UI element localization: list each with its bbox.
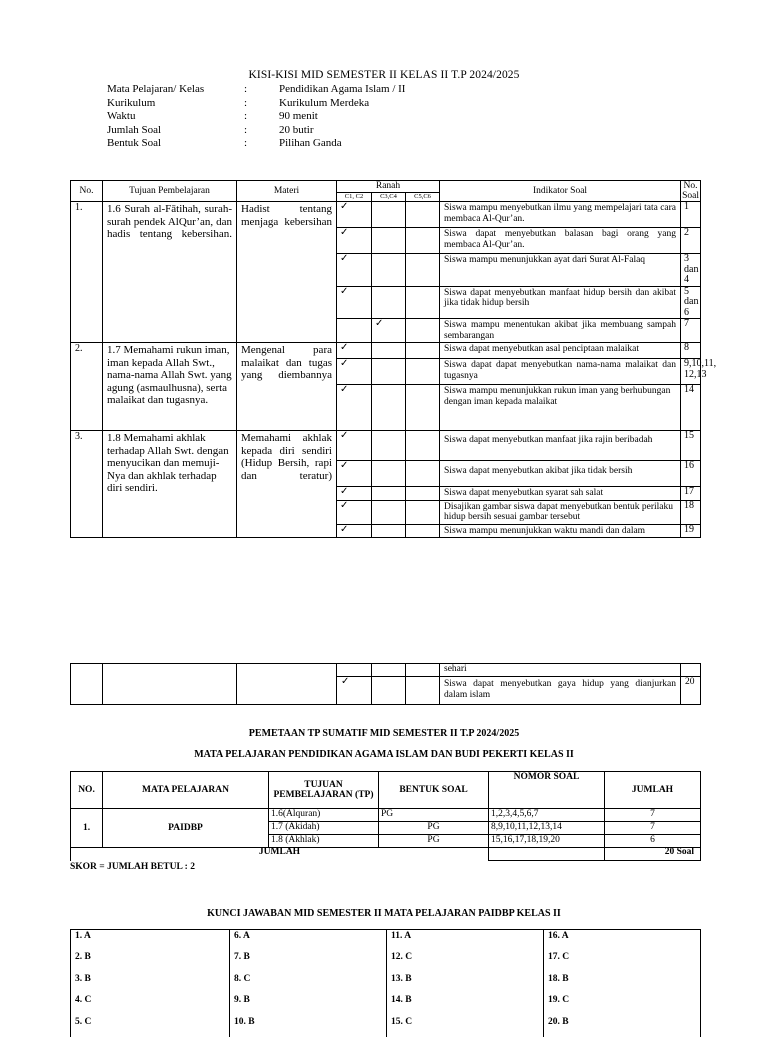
answer-cell: 15. C bbox=[387, 1016, 544, 1037]
no-soal-cell: 14 bbox=[681, 385, 701, 431]
indikator-cell: Siswa mampu menunjukkan waktu mandi dan dalam bbox=[440, 524, 681, 538]
meta-label: Bentuk Soal bbox=[107, 137, 161, 151]
bentuk-cell: PG bbox=[379, 835, 489, 848]
meta-value: Pilihan Ganda bbox=[279, 137, 342, 151]
meta-value: 90 menit bbox=[279, 110, 318, 124]
check-mark: ✓ bbox=[337, 500, 372, 524]
check-mark: ✓ bbox=[337, 385, 372, 431]
meta-colon: : bbox=[244, 83, 247, 97]
no-soal-cell: 20 bbox=[681, 677, 701, 705]
meta-label: Mata Pelajaran/ Kelas bbox=[107, 83, 204, 97]
table-row bbox=[71, 664, 701, 677]
header-no: NO. bbox=[71, 772, 103, 809]
meta-value: Kurikulum Merdeka bbox=[279, 97, 369, 111]
check-mark: ✓ bbox=[372, 319, 406, 343]
table-row bbox=[71, 809, 701, 822]
table-row bbox=[71, 1016, 701, 1037]
kisi-continuation-table bbox=[70, 663, 701, 705]
no-soal-cell: 9,10,11, 12,13 bbox=[681, 359, 701, 385]
header-ranah: Ranah bbox=[337, 181, 440, 193]
indikator-cell: Siswa dapat menyebutkan asal penciptaan malaikat bbox=[440, 343, 681, 359]
nomor-cell: 15,16,17,18,19,20 bbox=[489, 835, 605, 848]
skor-formula: SKOR = JUMLAH BETUL : 2 bbox=[70, 862, 195, 872]
answer-cell: 1. A bbox=[71, 930, 230, 952]
check-mark: ✓ bbox=[337, 677, 372, 705]
group-number: 1. bbox=[71, 202, 103, 343]
answer-cell: 4. C bbox=[71, 994, 230, 1016]
header-indikator: Indikator Soal bbox=[440, 181, 681, 202]
check-mark: ✓ bbox=[337, 228, 372, 254]
table-row bbox=[71, 994, 701, 1016]
pemetaan-subtitle: MATA PELAJARAN PENDIDIKAN AGAMA ISLAM DAN BUDI PEKERTI KELAS II bbox=[0, 749, 768, 760]
answer-cell: 16. A bbox=[544, 930, 701, 952]
meta-colon: : bbox=[244, 110, 247, 124]
table-row bbox=[71, 973, 701, 995]
no-soal-cell: 8 bbox=[681, 343, 701, 359]
materi-cell: Hadist tentang menjaga kebersihan bbox=[237, 202, 337, 343]
answer-cell: 20. B bbox=[544, 1016, 701, 1037]
tujuan-cell: 1.7 Memahami rukun iman, iman kepada Allah Swt., nama-nama Allah Swt. yang agung (asmaulhusna), serta malaikat dan tugasnya. bbox=[103, 343, 237, 431]
no-soal-cell: 3 dan 4 bbox=[681, 254, 701, 287]
indikator-cell: Siswa dapat menyebutkan akibat jika tidak bersih bbox=[440, 461, 681, 487]
header-nomor: NOMOR SOAL bbox=[489, 772, 605, 809]
answer-cell: 18. B bbox=[544, 973, 701, 995]
check-mark: ✓ bbox=[337, 461, 372, 487]
indikator-cell: sehari bbox=[440, 664, 681, 677]
answer-cell: 13. B bbox=[387, 973, 544, 995]
header-jumlah: JUMLAH bbox=[605, 772, 701, 809]
indikator-cell: Siswa dapat menyebutkan gaya hidup yang dianjurkan dalam islam bbox=[440, 677, 681, 705]
kunci-title: KUNCI JAWABAN MID SEMESTER II MATA PELAJARAN PAIDBP KELAS II bbox=[0, 908, 768, 919]
table-row bbox=[71, 930, 701, 952]
indikator-cell: Siswa mampu menunjukkan rukun iman yang berhubungan dengan iman kepada malaikat bbox=[440, 385, 681, 431]
answer-cell: 5. C bbox=[71, 1016, 230, 1037]
indikator-cell: Siswa dapat menyebutkan balasan bagi orang yang membaca Al-Qur’an. bbox=[440, 228, 681, 254]
meta-value: 20 butir bbox=[279, 124, 314, 138]
no-soal-cell: 18 bbox=[681, 500, 701, 524]
header-c1c2: C1, C2 bbox=[337, 193, 372, 202]
answer-cell: 2. B bbox=[71, 951, 230, 973]
tp-cell: 1.8 (Akhlak) bbox=[269, 835, 379, 848]
no-soal-cell: 17 bbox=[681, 487, 701, 501]
jumlah-cell: 7 bbox=[605, 809, 701, 822]
no-soal-cell: 15 bbox=[681, 431, 701, 461]
jumlah-cell: 7 bbox=[605, 822, 701, 835]
tp-cell: 1.6(Alquran) bbox=[269, 809, 379, 822]
jumlah-cell: 6 bbox=[605, 835, 701, 848]
check-mark: ✓ bbox=[337, 524, 372, 538]
header-tujuan: TUJUAN PEMBELAJARAN (TP) bbox=[269, 772, 379, 809]
meta-colon: : bbox=[244, 137, 247, 151]
header-c5c6: C5,C6 bbox=[406, 193, 440, 202]
answer-cell: 9. B bbox=[230, 994, 387, 1016]
answer-cell: 6. A bbox=[230, 930, 387, 952]
header-no: No. bbox=[71, 181, 103, 202]
pemetaan-title: PEMETAAN TP SUMATIF MID SEMESTER II T.P 2024/2025 bbox=[0, 728, 768, 739]
indikator-cell: Siswa dapat menyebutkan syarat sah salat bbox=[440, 487, 681, 501]
check-mark: ✓ bbox=[337, 343, 372, 359]
indikator-cell: Siswa dapat menyebutkan manfaat hidup bersih dan akibat jika tidak hidup bersih bbox=[440, 286, 681, 319]
answer-cell: 8. C bbox=[230, 973, 387, 995]
total-label: JUMLAH bbox=[71, 848, 489, 861]
meta-value: Pendidikan Agama Islam / II bbox=[279, 83, 405, 97]
indikator-cell: Siswa dapat dapat menyebutkan nama-nama malaikat dan tugasnya bbox=[440, 359, 681, 385]
meta-colon: : bbox=[244, 97, 247, 111]
table-row bbox=[71, 951, 701, 973]
bentuk-cell: PG bbox=[379, 822, 489, 835]
check-mark: ✓ bbox=[337, 254, 372, 287]
document-title: KISI-KISI MID SEMESTER II KELAS II T.P 2024/2025 bbox=[0, 69, 768, 81]
no-soal-cell: 7 bbox=[681, 319, 701, 343]
answer-cell: 14. B bbox=[387, 994, 544, 1016]
nomor-cell: 1,2,3,4,5,6,7 bbox=[489, 809, 605, 822]
indikator-cell: Siswa mampu menunjukkan ayat dari Surat Al-Falaq bbox=[440, 254, 681, 287]
group-number: 2. bbox=[71, 343, 103, 431]
no-soal-cell: 5 dan 6 bbox=[681, 286, 701, 319]
bentuk-cell: PG bbox=[379, 809, 489, 822]
pemetaan-table bbox=[70, 771, 701, 861]
meta-label: Jumlah Soal bbox=[107, 124, 161, 138]
kunci-table bbox=[70, 929, 701, 1037]
indikator-cell: Siswa mampu menentukan akibat jika membuang sampah sembarangan bbox=[440, 319, 681, 343]
materi-cell: Memahami akhlak kepada diri sendiri (Hidup Bersih, rapi dan teratur) bbox=[237, 431, 337, 538]
check-mark: ✓ bbox=[337, 286, 372, 319]
materi-cell: Mengenal para malaikat dan tugas yang diembannya bbox=[237, 343, 337, 431]
kisi-table bbox=[70, 180, 701, 538]
group-number: 3. bbox=[71, 431, 103, 538]
meta-colon: : bbox=[244, 124, 247, 138]
pemetaan-no: 1. bbox=[71, 809, 103, 848]
meta-label: Kurikulum bbox=[107, 97, 155, 111]
answer-cell: 3. B bbox=[71, 973, 230, 995]
header-no-soal: No. Soal bbox=[681, 181, 701, 202]
table-row bbox=[71, 343, 701, 359]
header-mapel: MATA PELAJARAN bbox=[103, 772, 269, 809]
header-tujuan: Tujuan Pembelajaran bbox=[103, 181, 237, 202]
answer-cell: 7. B bbox=[230, 951, 387, 973]
tujuan-cell: 1.8 Memahami akhlak terhadap Allah Swt. dengan menyucikan dan memuji-Nya dan akhlak terhadap diri sendiri. bbox=[103, 431, 237, 538]
tp-cell: 1.7 (Akidah) bbox=[269, 822, 379, 835]
no-soal-cell: 16 bbox=[681, 461, 701, 487]
no-soal-cell: 19 bbox=[681, 524, 701, 538]
check-mark: ✓ bbox=[337, 487, 372, 501]
check-mark: ✓ bbox=[337, 431, 372, 461]
check-mark: ✓ bbox=[337, 202, 372, 228]
answer-cell: 17. C bbox=[544, 951, 701, 973]
pemetaan-mapel: PAIDBP bbox=[103, 809, 269, 848]
answer-cell: 19. C bbox=[544, 994, 701, 1016]
tujuan-cell: 1.6 Surah al-Fātihah, surah-surah pendek AlQur’an, dan hadis tentang kebersihan. bbox=[103, 202, 237, 343]
total-value: 20 Soal bbox=[605, 848, 701, 861]
no-soal-cell: 2 bbox=[681, 228, 701, 254]
meta-label: Waktu bbox=[107, 110, 135, 124]
answer-cell: 10. B bbox=[230, 1016, 387, 1037]
table-row bbox=[71, 202, 701, 228]
header-bentuk: BENTUK SOAL bbox=[379, 772, 489, 809]
answer-cell: 12. C bbox=[387, 951, 544, 973]
nomor-cell: 8,9,10,11,12,13,14 bbox=[489, 822, 605, 835]
answer-cell: 11. A bbox=[387, 930, 544, 952]
indikator-cell: Siswa dapat menyebutkan manfaat jika rajin beribadah bbox=[440, 431, 681, 461]
header-c3c4: C3,C4 bbox=[372, 193, 406, 202]
indikator-cell: Siswa mampu menyebutkan ilmu yang mempelajari tata cara membaca Al-Qur’an. bbox=[440, 202, 681, 228]
table-row-total bbox=[71, 848, 701, 861]
no-soal-cell: 1 bbox=[681, 202, 701, 228]
indikator-cell: Disajikan gambar siswa dapat menyebutkan bentuk perilaku hidup bersih sesuai gambar tersebut bbox=[440, 500, 681, 524]
check-mark: ✓ bbox=[337, 359, 372, 385]
header-materi: Materi bbox=[237, 181, 337, 202]
table-row bbox=[71, 431, 701, 461]
